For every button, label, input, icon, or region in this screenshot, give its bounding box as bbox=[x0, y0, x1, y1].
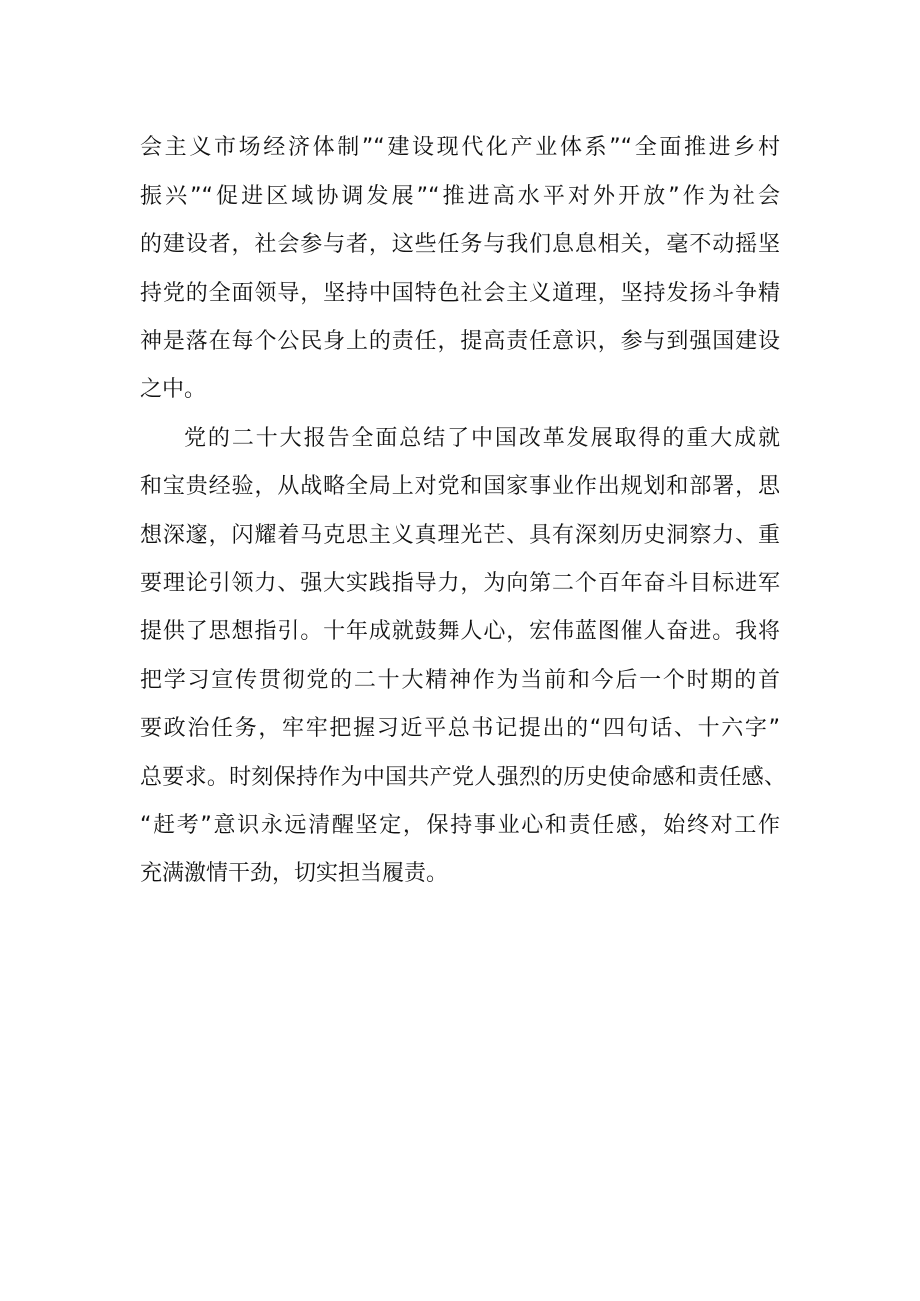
paragraph-2-line-6: 把学习宣传贯彻党的二十大精神作为当前和今后一个时期的首 bbox=[140, 668, 780, 693]
paragraph-2-line-4: 要理论引领力、强大实践指导力，为向第二个百年奋斗目标进军 bbox=[140, 571, 780, 596]
paragraph-2-line-5: 提供了思想指引。十年成就鼓舞人心，宏伟蓝图催人奋进。我将 bbox=[140, 619, 780, 644]
paragraph-1-line-6: 之中。 bbox=[140, 377, 207, 402]
paragraph-2-line-7: 要政治任务，牢牢把握习近平总书记提出的“四句话、十六字” bbox=[140, 716, 780, 741]
paragraph-2-line-8: 总要求。时刻保持作为中国共产党人强烈的历史使命感和责任感、 bbox=[140, 765, 786, 790]
paragraph-1-line-2: 振兴”“促进区域协调发展”“推进高水平对外开放”作为社会 bbox=[140, 184, 780, 209]
paragraph-1-line-4: 持党的全面领导，坚持中国特色社会主义道理，坚持发扬斗争精 bbox=[140, 281, 780, 306]
paragraph-2-line-9: “赶考”意识永远清醒坚定，保持事业心和责任感，始终对工作 bbox=[140, 813, 781, 838]
paragraph-2-line-2: 和宝贵经验，从战略全局上对党和国家事业作出规划和部署，思 bbox=[140, 474, 780, 499]
paragraph-2-line-3: 想深邃，闪耀着马克思主义真理光芒、具有深刻历史洞察力、重 bbox=[140, 523, 780, 548]
paragraph-1-line-3: 的建设者，社会参与者，这些任务与我们息息相关，毫不动摇坚 bbox=[140, 232, 780, 257]
paragraph-2-line-10: 充满激情干劲，切实担当履责。 bbox=[140, 861, 449, 886]
paragraph-1-line-1: 会主义市场经济体制”“建设现代化产业体系”“全面推进乡村 bbox=[140, 135, 780, 160]
paragraph-1-line-5: 神是落在每个公民身上的责任，提高责任意识，参与到强国建设 bbox=[140, 329, 780, 354]
paragraph-2-line-1: 党的二十大报告全面总结了中国改革发展取得的重大成就 bbox=[184, 426, 780, 451]
